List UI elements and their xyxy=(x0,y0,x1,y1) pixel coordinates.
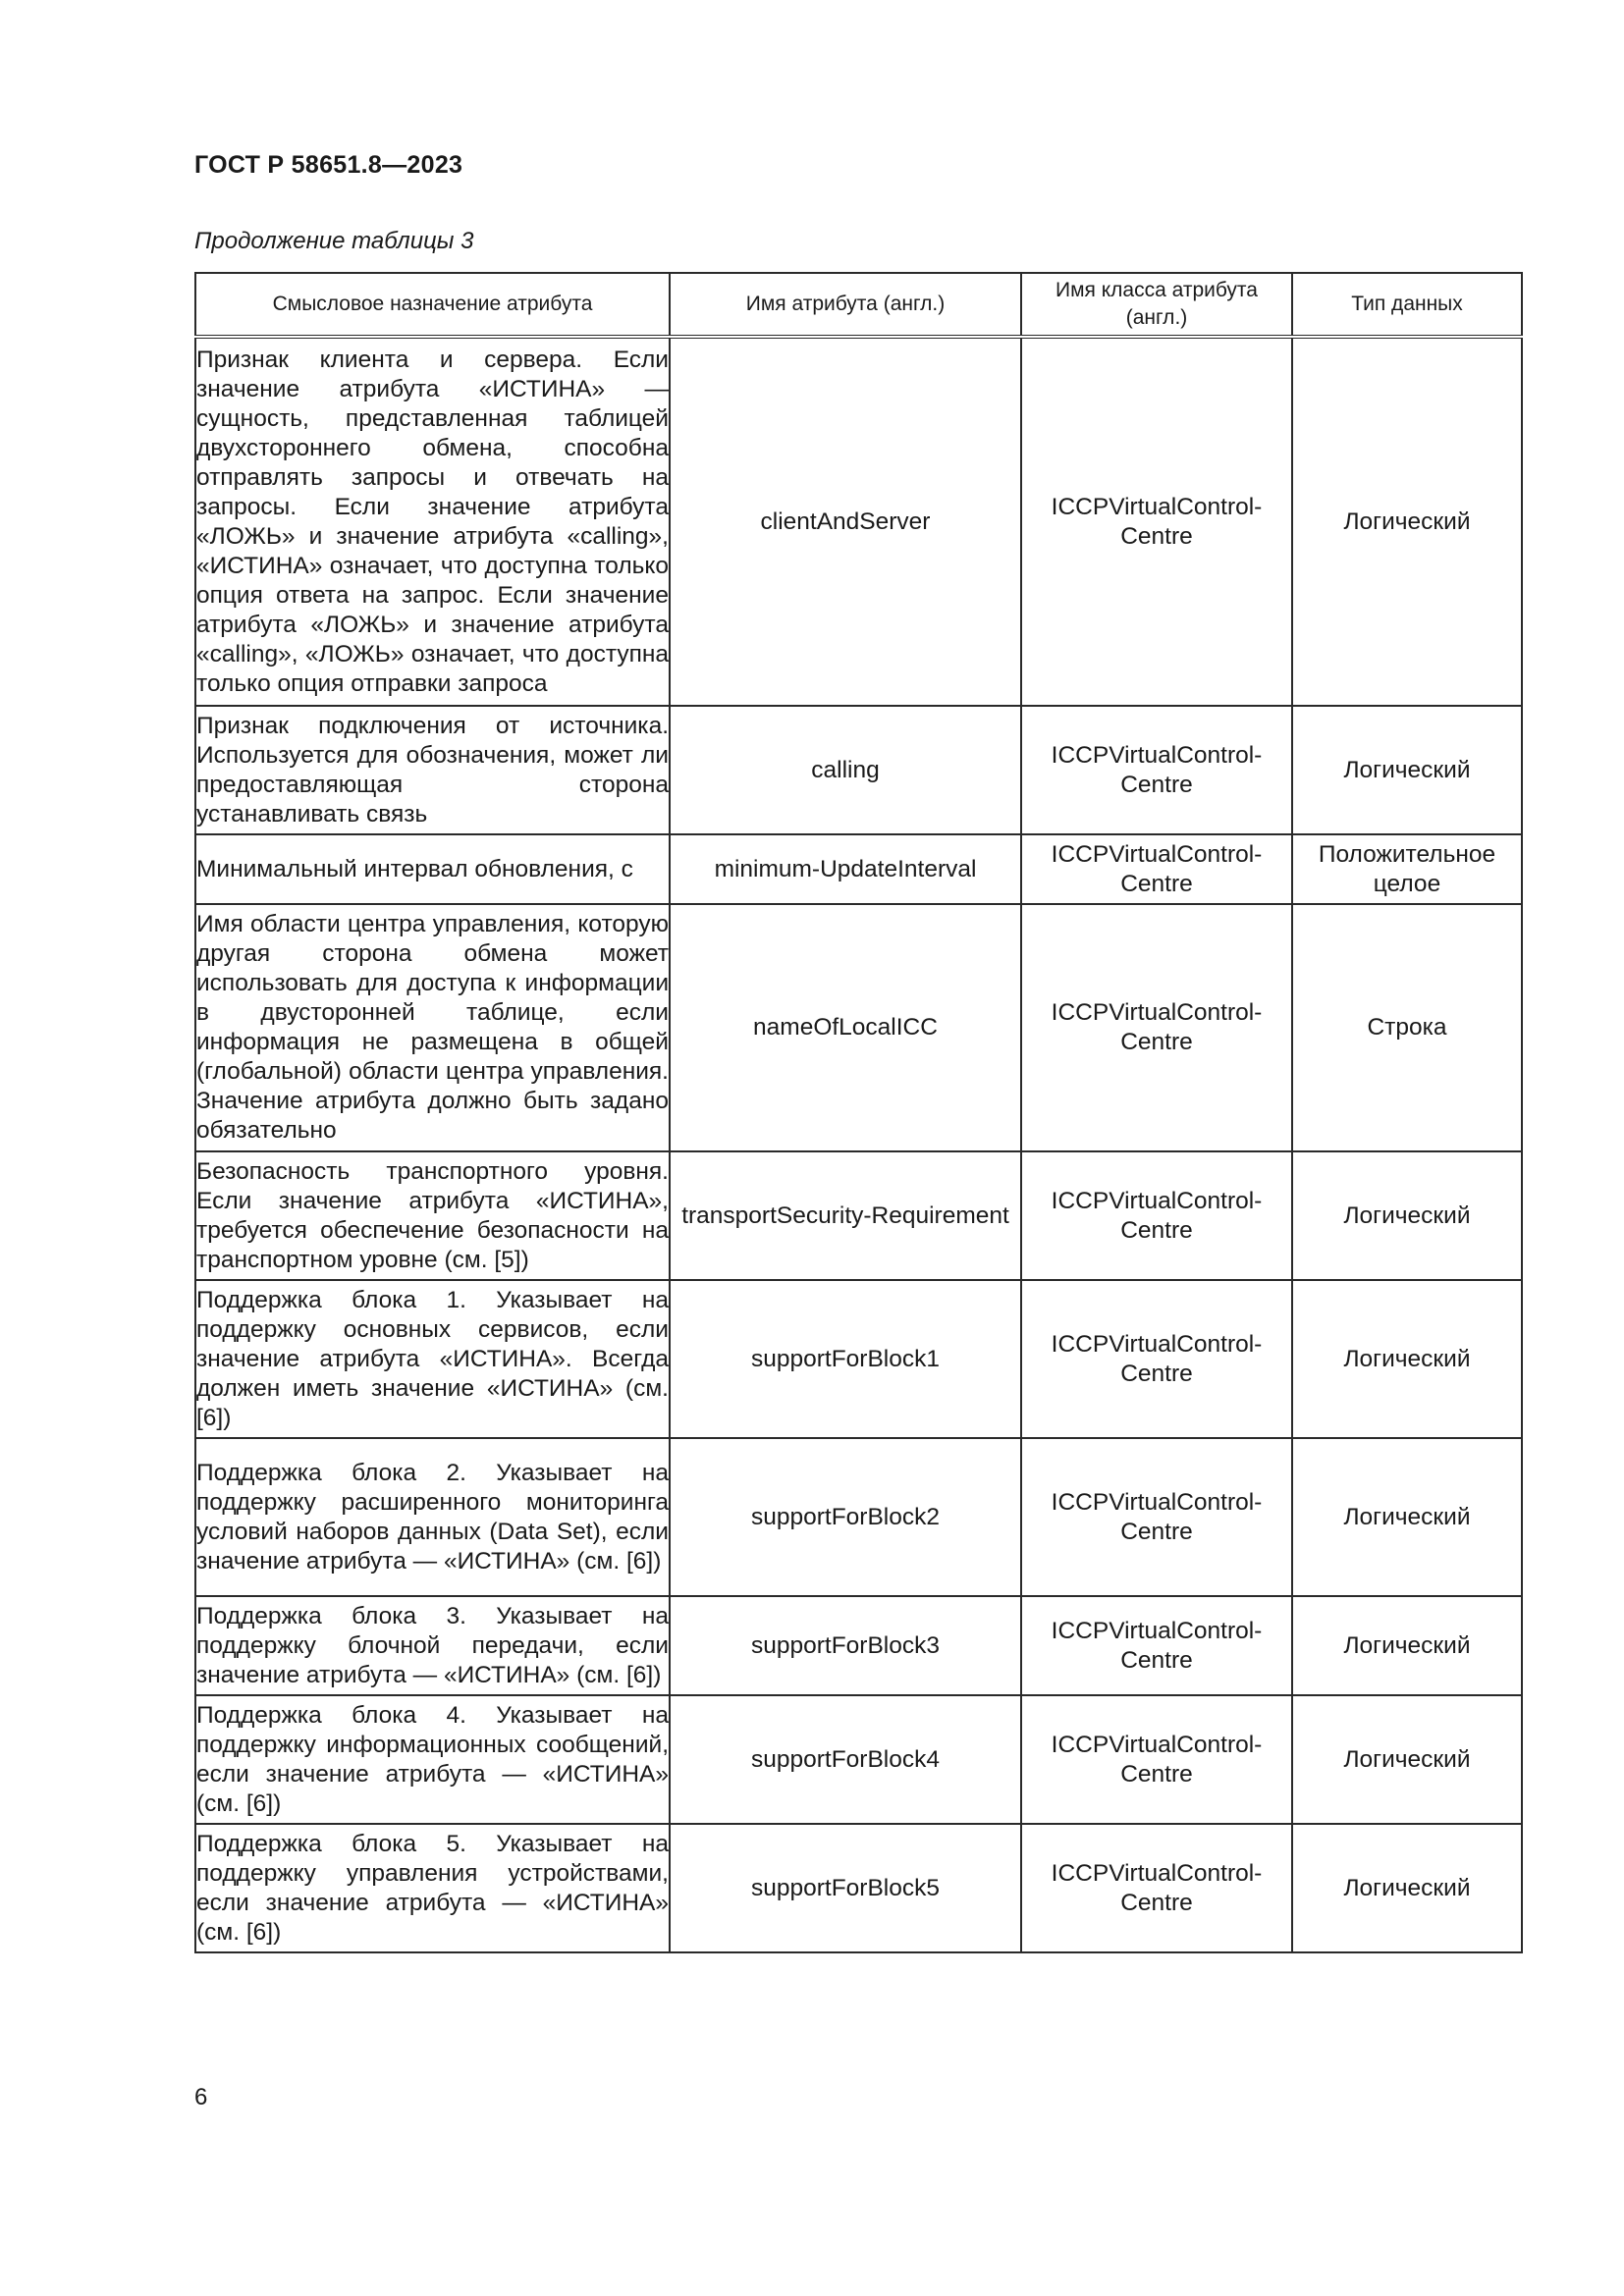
table-row xyxy=(195,337,1522,706)
cell-description: Имя области центра управления, которую другая сторона обмена может использовать для доступа к информации в двусторонней таблице, если информация не размещена в общей (глобальной) области центра управления. Значение атрибута должно быть задано обязательно xyxy=(195,904,670,1151)
header-attribute-name: Имя атрибута (англ.) xyxy=(670,273,1021,337)
cell-attribute-name: supportForBlock5 xyxy=(670,1824,1021,1952)
cell-attribute-name: supportForBlock1 xyxy=(670,1280,1021,1438)
cell-description: Поддержка блока 3. Указывает на поддержку блочной передачи, если значение атрибута — «ИСТИНА» (см. [6]) xyxy=(195,1596,670,1695)
cell-data-type: Логический xyxy=(1292,1824,1522,1952)
cell-data-type: Положительное целое xyxy=(1292,834,1522,904)
cell-description: Поддержка блока 1. Указывает на поддержку основных сервисов, если значение атрибута «ИСТИНА». Всегда должен иметь значение «ИСТИНА» (см. [6]) xyxy=(195,1280,670,1438)
header-purpose: Смысловое назначение атрибута xyxy=(195,273,670,337)
cell-description: Поддержка блока 2. Указывает на поддержку расширенного мониторинга условий наборов данных (Data Set), если значение атрибута — «ИСТИНА» (см. [6]) xyxy=(195,1438,670,1596)
cell-attribute-name: minimum-UpdateInterval xyxy=(670,834,1021,904)
table-row xyxy=(195,1438,1522,1596)
cell-attribute-class: ICCPVirtualControl-Centre xyxy=(1021,1438,1292,1596)
cell-attribute-class: ICCPVirtualControl-Centre xyxy=(1021,1596,1292,1695)
table-row xyxy=(195,1280,1522,1438)
cell-description: Признак подключения от источника. Используется для обозначения, может ли предоставляющая сторона устанавливать связь xyxy=(195,706,670,834)
cell-attribute-class: ICCPVirtualControl-Centre xyxy=(1021,706,1292,834)
cell-description: Минимальный интервал обновления, с xyxy=(195,834,670,904)
cell-description: Безопасность транспортного уровня. Если значение атрибута «ИСТИНА», требуется обеспечение безопасности на транспортном уровне (см. [5]) xyxy=(195,1151,670,1280)
cell-attribute-name: supportForBlock3 xyxy=(670,1596,1021,1695)
table-row xyxy=(195,706,1522,834)
document-code: ГОСТ Р 58651.8—2023 xyxy=(194,151,463,179)
cell-attribute-name: calling xyxy=(670,706,1021,834)
cell-data-type: Логический xyxy=(1292,1280,1522,1438)
table-header-row xyxy=(195,273,1522,337)
cell-data-type: Логический xyxy=(1292,706,1522,834)
table-row xyxy=(195,1596,1522,1695)
cell-attribute-name: transportSecurity-Requirement xyxy=(670,1151,1021,1280)
cell-attribute-class: ICCPVirtualControl-Centre xyxy=(1021,904,1292,1151)
cell-data-type: Логический xyxy=(1292,1695,1522,1824)
table-caption: Продолжение таблицы 3 xyxy=(194,228,474,254)
cell-attribute-class: ICCPVirtualControl-Centre xyxy=(1021,834,1292,904)
table-row xyxy=(195,1824,1522,1952)
page-number: 6 xyxy=(194,2084,208,2110)
table-row xyxy=(195,1695,1522,1824)
header-attribute-class: Имя класса атрибута (англ.) xyxy=(1021,273,1292,337)
cell-data-type: Логический xyxy=(1292,337,1522,706)
cell-description: Поддержка блока 4. Указывает на поддержку информационных сообщений, если значение атрибута — «ИСТИНА» (см. [6]) xyxy=(195,1695,670,1824)
cell-data-type: Логический xyxy=(1292,1596,1522,1695)
table-row xyxy=(195,834,1522,904)
cell-attribute-name: supportForBlock4 xyxy=(670,1695,1021,1824)
cell-description: Признак клиента и сервера. Если значение атрибута «ИСТИНА» — сущность, представленная таблицей двухстороннего обмена, способна отправлять запросы и отвечать на запросы. Если значение атрибута «ЛОЖЬ» и значение атрибута «calling», «ИСТИНА» означает, что доступна только опция ответа на запрос. Если значение атрибута «ЛОЖЬ» и значение атрибута «calling», «ЛОЖЬ» означает, что доступна только опция отправки запроса xyxy=(195,337,670,706)
cell-attribute-class: ICCPVirtualControl-Centre xyxy=(1021,1695,1292,1824)
cell-description: Поддержка блока 5. Указывает на поддержку управления устройствами, если значение атрибута — «ИСТИНА» (см. [6]) xyxy=(195,1824,670,1952)
table-row xyxy=(195,904,1522,1151)
header-data-type: Тип данных xyxy=(1292,273,1522,337)
cell-attribute-class: ICCPVirtualControl-Centre xyxy=(1021,337,1292,706)
attributes-table xyxy=(194,272,1523,1953)
cell-attribute-name: nameOfLocalICC xyxy=(670,904,1021,1151)
cell-attribute-name: supportForBlock2 xyxy=(670,1438,1021,1596)
cell-attribute-class: ICCPVirtualControl-Centre xyxy=(1021,1824,1292,1952)
cell-data-type: Логический xyxy=(1292,1438,1522,1596)
cell-data-type: Логический xyxy=(1292,1151,1522,1280)
cell-attribute-class: ICCPVirtualControl-Centre xyxy=(1021,1151,1292,1280)
cell-attribute-name: clientAndServer xyxy=(670,337,1021,706)
cell-attribute-class: ICCPVirtualControl-Centre xyxy=(1021,1280,1292,1438)
cell-data-type: Строка xyxy=(1292,904,1522,1151)
table-row xyxy=(195,1151,1522,1280)
